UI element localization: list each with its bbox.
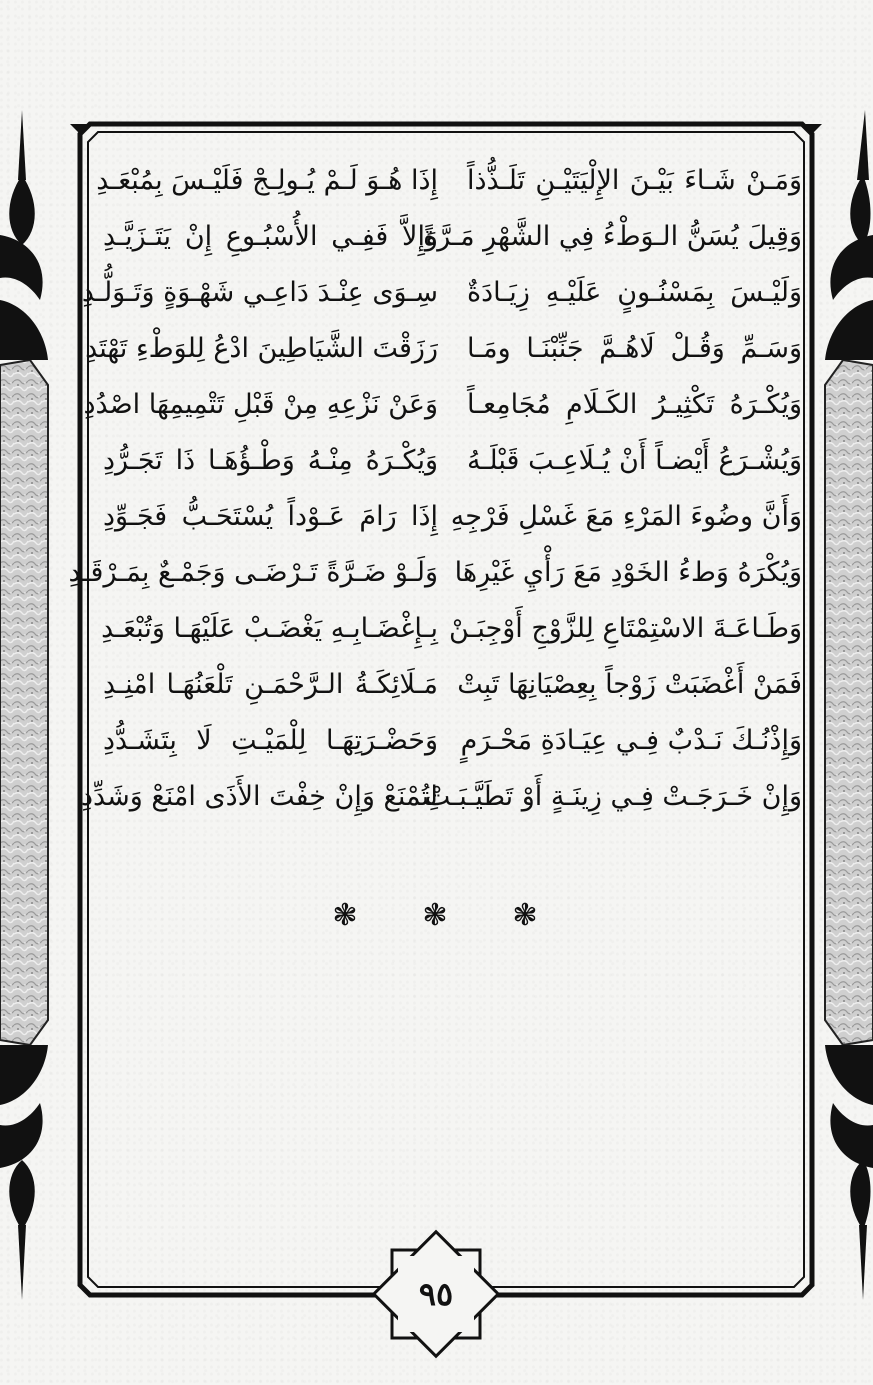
verse-first-hemistich: وَلَيْـسَ بِمَسْنُـونٍ عَلَيْـهِ زِيَـادَةٌ — [467, 277, 802, 308]
verse-first-hemistich: فَمَنْ أَغْضَبَتْ زَوْجاً بِعِصْيَانِهَا تَبِتْ — [457, 669, 802, 700]
verse-second-hemistich: رَزَقْتَ الشَّيَاطِينَ ادْعُ لِلوَطْءِ تَهْتَدِ — [85, 333, 438, 364]
verse-second-hemistich: وَلَـوْ ضَـرَّةً تَـرْضَـى وَجَمْـعٌ بِمَـرْقَـدِ — [68, 557, 438, 588]
verse-first-hemistich: وَمَـنْ شَـاءَ بَيْـنَ الإِلْيَتَيْـنِ تَلَـذُّذاً — [467, 165, 802, 196]
verse-first-hemistich: وَيُشْـرَعُ أَيْضـاً أَنْ يُـلَاعِـبَ قَبْلَـهُ — [467, 445, 802, 476]
verse-first-hemistich: وَأَنَّ وضُوءَ المَرْءِ مَعَ غَسْلِ فَرْجِهِ — [450, 501, 802, 532]
verse-row — [85, 322, 810, 376]
verse-row — [95, 434, 810, 488]
verse-second-hemistich: وَحَضْـرَتِهَـا لِلْمَيْـتِ لَا بِتَشَـدُّدِ — [103, 725, 438, 756]
verse-row — [95, 714, 810, 768]
verse-row — [95, 490, 810, 544]
verse-second-hemistich: لِتُمْنَعْ وَإِنْ خِفْتَ الأَذَى امْنَعْ وَشَدِّدِ — [80, 781, 438, 812]
verse-first-hemistich: وَطَـاعَـةَ الاسْتِمْتَاعِ لِلزَّوْجِ أَوْجِبَـنْ — [448, 613, 802, 644]
page-number: ٩٥ — [418, 1275, 454, 1313]
left-marble-band — [0, 360, 48, 1045]
verse-row — [95, 210, 810, 264]
verse-first-hemistich: وَقِيلَ يُسَنُّ الـوَطْءُ فِي الشَّهْرِ مَـرَّةً — [423, 221, 802, 252]
verse-first-hemistich: وَيُكْـرَهُ تَكْثِيـرُ الكَـلَامِ مُجَامِعـاً — [467, 389, 802, 420]
verse-second-hemistich: وَيُكْـرَهُ مِنْـهُ وَطْـؤُهَـا ذَا تَجَـرُّدِ — [103, 445, 438, 476]
verse-first-hemistich: وَسَـمِّ وَقُـلْ لَاهُـمَّ جَنِّبْنَـا ومَـا — [467, 333, 802, 364]
asterism-icon: ❃ — [512, 897, 538, 933]
verse-first-hemistich: وَيُكْرَهُ وَطءُ الخَوْدِ مَعَ رَأْيِ غَيْرِهَا — [454, 557, 802, 588]
right-marble-band — [825, 360, 873, 1045]
verse-row — [83, 378, 810, 432]
verse-row — [95, 602, 810, 656]
verse-row — [95, 658, 810, 712]
verse-row — [80, 770, 810, 824]
verse-second-hemistich: وَإِلاَّ فَفِـي الأُسْبُـوعِ إِنْ يَتَـزَيَّـدِ — [103, 221, 438, 252]
asterism-icon: ❃ — [422, 897, 448, 933]
verse-second-hemistich: وَعَنْ نَزْعِهِ مِنْ قَبْلِ تَتْمِيمِهَا اصْدُدِ — [83, 389, 438, 420]
verse-row — [95, 154, 810, 208]
verse-first-hemistich: وَإِذْنُـكَ نَـدْبٌ فِـي عِيَـادَةِ مَحْـرَمٍ — [460, 725, 802, 756]
section-divider — [315, 890, 555, 940]
asterism-icon: ❃ — [332, 897, 358, 933]
poem-verses — [68, 148, 810, 848]
verse-second-hemistich: بِـإِغْضَـابِـهِ يَغْضَـبْ عَلَيْهَـا وَتُبْعَـدِ — [101, 613, 438, 644]
verse-second-hemistich: مَـلَائِكَـةُ الـرَّحْمَـنِ تَلْعَنُهَـا امْنِـدِ — [103, 669, 438, 700]
verse-row — [81, 266, 810, 320]
verse-second-hemistich: إِذَا رَامَ عَـوْداً يُسْتَحَـبُّ فَجَـوِّدِ — [103, 501, 438, 532]
verse-first-hemistich: وَإِنْ خَـرَجَـتْ فِـي زِينَـةٍ أَوْ تَطَيَّـبَـتْ — [424, 781, 802, 812]
verse-second-hemistich: إِذَا هُـوَ لَـمْ يُـولِـجْ فَلَيْـسَ بِمُبْعَـدِ — [96, 165, 438, 196]
verse-second-hemistich: سِـوَى عِنْـدَ دَاعِـي شَهْـوَةٍ وَتَـوَلُّـدِ — [81, 277, 438, 308]
verse-row — [68, 546, 810, 600]
